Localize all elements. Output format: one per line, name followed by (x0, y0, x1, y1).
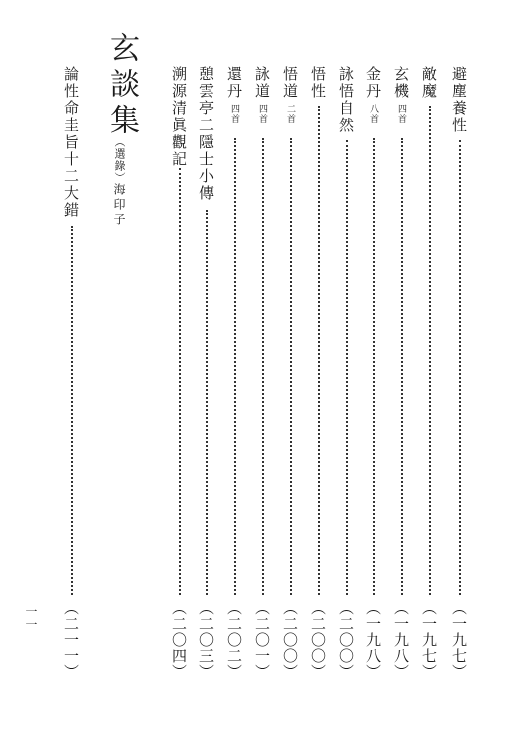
section-title: 玄談集 (104, 32, 139, 140)
entry-page-number: （二一一） (62, 600, 80, 680)
toc-entry[interactable] (390, 0, 414, 732)
toc-entry[interactable] (335, 0, 359, 732)
toc-entry[interactable] (60, 0, 84, 732)
entry-title: 論性命圭旨十二大錯 (62, 66, 80, 219)
entry-subnote: 四首 (257, 104, 267, 124)
dot-leader (318, 106, 320, 595)
entry-subnote: 八首 (368, 104, 378, 124)
entry-title: 悟性 (309, 66, 327, 100)
entry-page-number: （二〇〇） (281, 600, 299, 680)
dot-leader (71, 226, 73, 595)
toc-entry[interactable] (279, 0, 303, 732)
entry-title: 還丹 (225, 66, 243, 100)
entry-subnote: 四首 (229, 104, 239, 124)
section-heading (92, 0, 152, 732)
entry-page-number: （二〇四） (170, 600, 188, 680)
entry-page-number: （一九七） (420, 600, 438, 680)
entry-subnote: 二首 (285, 104, 295, 124)
section-author: 海印子 (112, 183, 126, 228)
entry-title: 溯源清眞觀記 (170, 66, 188, 168)
dot-leader (262, 138, 264, 595)
toc-entry[interactable] (223, 0, 247, 732)
dot-leader (459, 140, 461, 595)
entry-subnote: 四首 (396, 104, 406, 124)
entry-page-number: （二〇〇） (337, 600, 355, 680)
entry-title: 敵魔 (420, 66, 438, 100)
toc-entry[interactable] (362, 0, 386, 732)
dot-leader (373, 138, 375, 595)
dot-leader (290, 138, 292, 595)
entry-title: 金丹 (364, 66, 382, 100)
dot-leader (346, 140, 348, 595)
dot-leader (429, 106, 431, 595)
entry-title: 詠道 (253, 66, 271, 100)
toc-entry[interactable] (251, 0, 275, 732)
toc-entry[interactable] (448, 0, 472, 732)
entry-title: 詠悟自然 (337, 66, 355, 134)
entry-page-number: （一九八） (392, 600, 410, 680)
entry-page-number: （二〇三） (197, 600, 215, 680)
entry-title: 玄機 (392, 66, 410, 100)
entry-title: 避塵養性 (450, 66, 468, 134)
toc-entry[interactable] (307, 0, 331, 732)
entry-title: 憩雲亭二隱士小傳 (197, 66, 215, 202)
page-folio: 一一 (24, 605, 38, 631)
dot-leader (179, 168, 181, 595)
entry-page-number: （一九七） (450, 600, 468, 680)
entry-page-number: （二〇二） (225, 600, 243, 680)
entry-page-number: （二〇一） (253, 600, 271, 680)
toc-entry[interactable] (195, 0, 219, 732)
toc-entry[interactable] (168, 0, 192, 732)
dot-leader (234, 138, 236, 595)
dot-leader (206, 210, 208, 595)
entry-page-number: （二〇〇） (309, 600, 327, 680)
entry-title: 悟道 (281, 66, 299, 100)
section-note: （選錄） (113, 136, 126, 184)
dot-leader (401, 138, 403, 595)
entry-page-number: （一九八） (364, 600, 382, 680)
toc-entry[interactable] (418, 0, 442, 732)
